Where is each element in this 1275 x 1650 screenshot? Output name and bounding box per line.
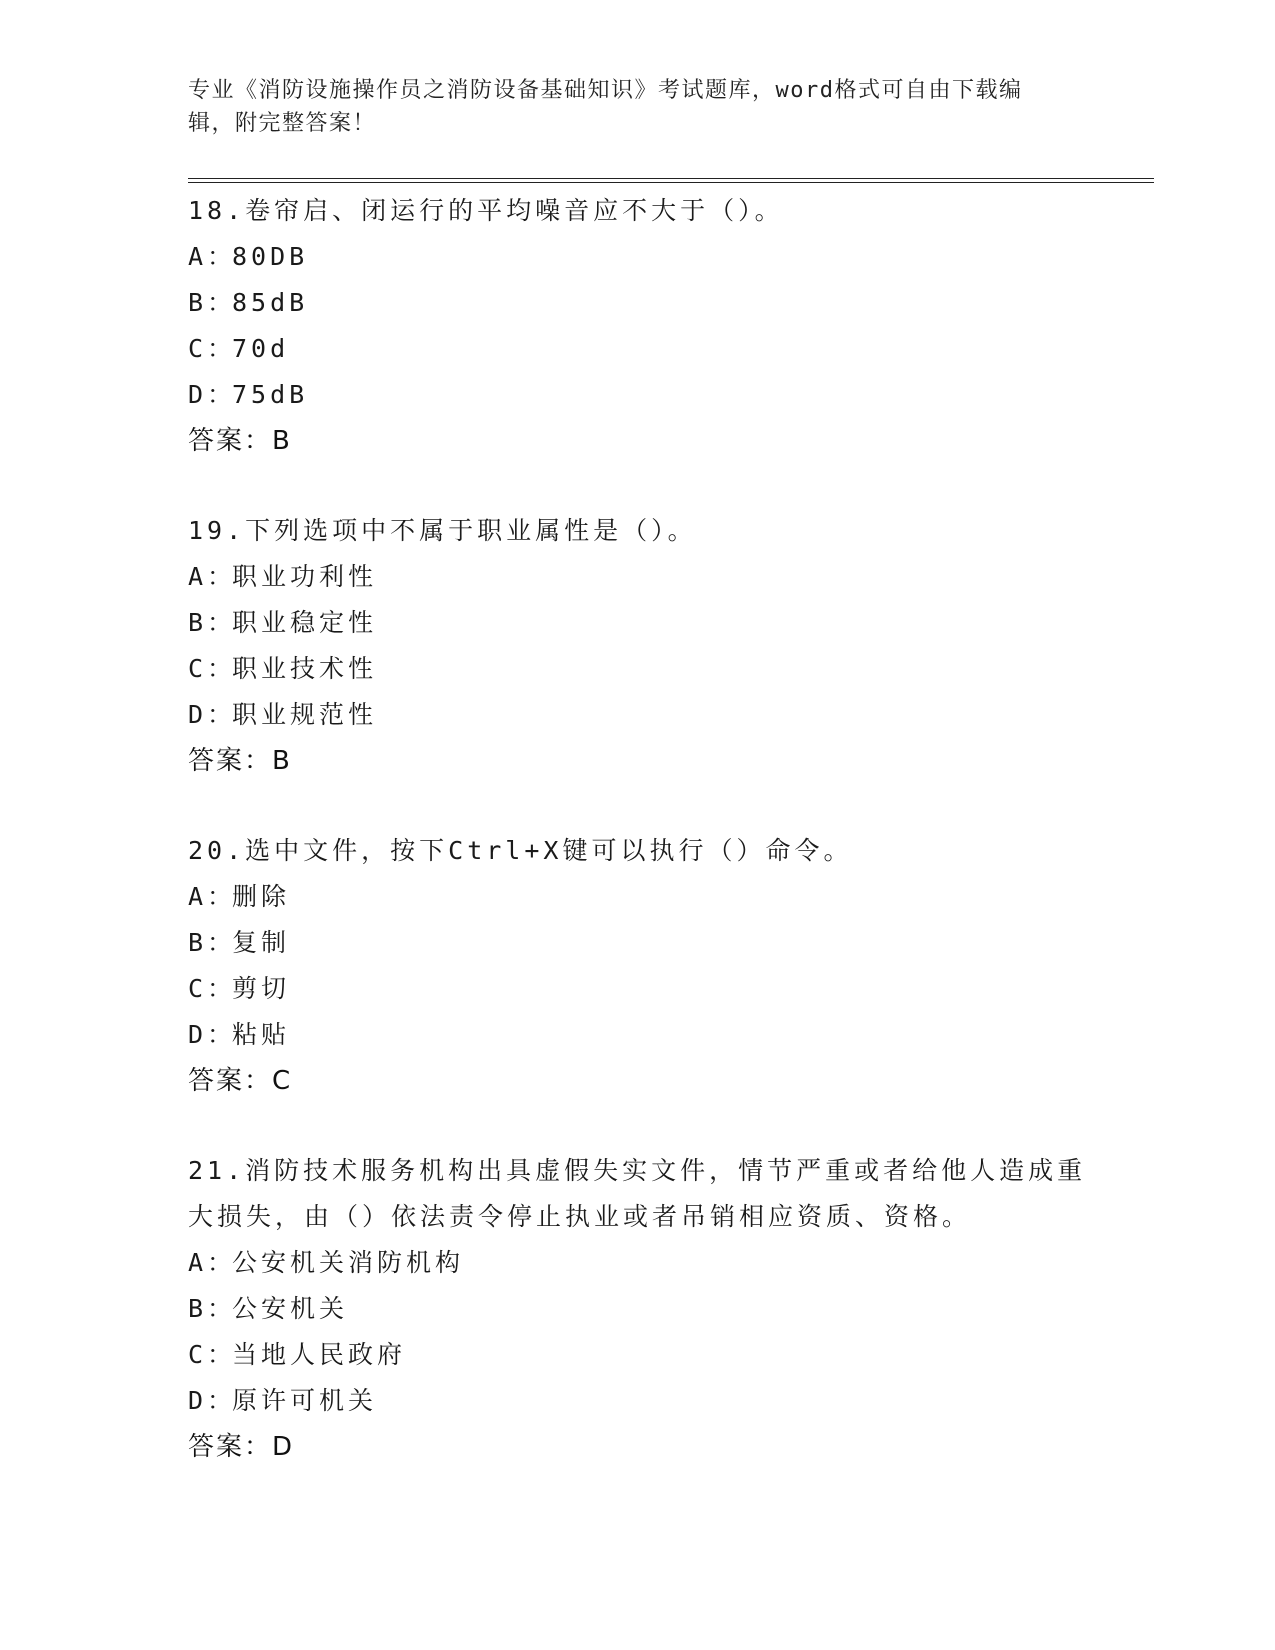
option-b: [188, 920, 1088, 966]
option-letter: B：: [188, 608, 237, 637]
answer-line: 答案：B: [188, 746, 292, 776]
option-letter: B：: [188, 1294, 237, 1323]
answer-line: 答案：B: [188, 426, 292, 456]
option-letter: D：: [188, 700, 237, 729]
option-d: [188, 372, 1088, 418]
option-b: [188, 1286, 1088, 1332]
option-text: 职业功利性: [232, 562, 378, 591]
option-a: [188, 554, 1088, 600]
option-text: 公安机关: [232, 1294, 349, 1323]
option-letter: C：: [188, 974, 237, 1003]
option-text: 复制: [232, 928, 291, 957]
question-stem-line-1: 21.消防技术服务机构出具虚假失实文件，情节严重或者给他人造成重: [188, 1156, 1087, 1185]
option-c: [188, 966, 1088, 1012]
option-c: [188, 1332, 1088, 1378]
option-text: 80DB: [232, 242, 309, 271]
option-d: [188, 1378, 1088, 1424]
option-letter: D：: [188, 1020, 237, 1049]
option-b: [188, 280, 1088, 326]
answer-line: 答案：D: [188, 1432, 295, 1462]
option-text: 职业规范性: [232, 700, 378, 729]
header-line-2: 辑，附完整答案！: [188, 111, 377, 136]
option-letter: A：: [188, 1248, 237, 1277]
question-stem: 20.选中文件，按下Ctrl+X键可以执行（）命令。: [188, 836, 853, 865]
option-a: [188, 234, 1088, 280]
option-letter: B：: [188, 288, 237, 317]
option-text: 公安机关消防机构: [232, 1248, 465, 1277]
document-header: [188, 74, 1068, 140]
option-text: 原许可机关: [232, 1386, 378, 1415]
option-text: 85dB: [232, 288, 309, 317]
question-stem-line-2: 大损失，由（）依法责令停止执业或者吊销相应资质、资格。: [188, 1202, 972, 1231]
option-c: [188, 646, 1088, 692]
option-letter: C：: [188, 334, 237, 363]
option-text: 删除: [232, 882, 291, 911]
header-divider-top: [188, 178, 1154, 179]
option-text: 剪切: [232, 974, 291, 1003]
option-text: 职业稳定性: [232, 608, 378, 637]
header-line-1: 专业《消防设施操作员之消防设备基础知识》考试题库，word格式可自由下载编: [188, 78, 1023, 103]
question-21: [188, 1148, 1088, 1470]
option-letter: D：: [188, 1386, 237, 1415]
option-d: [188, 1012, 1088, 1058]
option-text: 粘贴: [232, 1020, 291, 1049]
option-text: 75dB: [232, 380, 309, 409]
header-divider-bottom: [188, 182, 1154, 183]
question-18: [188, 188, 1088, 464]
option-d: [188, 692, 1088, 738]
option-letter: C：: [188, 1340, 237, 1369]
question-stem: 18.卷帘启、闭运行的平均噪音应不大于（）。: [188, 196, 784, 225]
option-letter: A：: [188, 882, 237, 911]
option-b: [188, 600, 1088, 646]
option-a: [188, 874, 1088, 920]
option-letter: A：: [188, 242, 237, 271]
option-a: [188, 1240, 1088, 1286]
option-text: 70d: [232, 334, 290, 363]
option-letter: A：: [188, 562, 237, 591]
option-letter: C：: [188, 654, 237, 683]
option-letter: D：: [188, 380, 237, 409]
option-text: 当地人民政府: [232, 1340, 407, 1369]
question-20: [188, 828, 1088, 1104]
option-letter: B：: [188, 928, 237, 957]
option-c: [188, 326, 1088, 372]
question-stem: 19.下列选项中不属于职业属性是（）。: [188, 516, 697, 545]
option-text: 职业技术性: [232, 654, 378, 683]
answer-line: 答案：C: [188, 1066, 293, 1096]
question-19: [188, 508, 1088, 784]
